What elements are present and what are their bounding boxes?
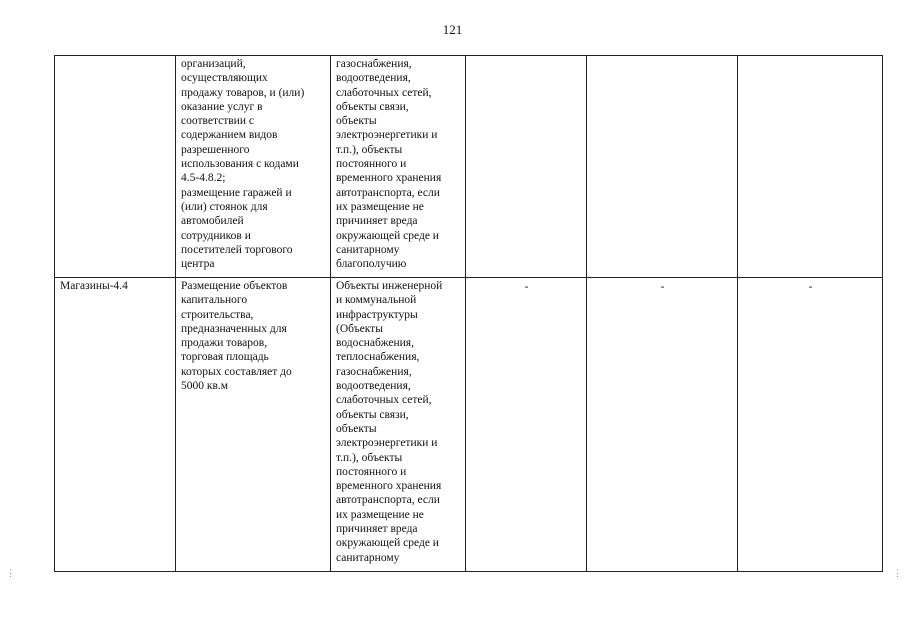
use-description-cell: Размещение объектов капитального строительства, предназначенных для продажи товаров, торговая площадь которых составляет до 5000 кв.м [176, 278, 331, 572]
param-cell: - [466, 278, 587, 572]
param-cell [738, 56, 883, 278]
use-name-cell: Магазины-4.4 [55, 278, 176, 572]
scan-edge-mark-left: ⋮ [6, 568, 15, 578]
table-row [55, 278, 883, 572]
land-use-table [54, 55, 883, 572]
param-cell: - [738, 278, 883, 572]
scan-edge-mark-right: ⋮ [893, 568, 902, 578]
auxiliary-use-cell: газоснабжения, водоотведения, слаботочных сетей, объекты связи, объекты электроэнергетики и т.п.), объекты постоянного и временного хранения автотранспорта, если их размещение не причиняет вреда окружающей среде и санитарному благополучию [331, 56, 466, 278]
use-description-cell: организаций, осуществляющих продажу товаров, и (или) оказание услуг в соответствии с содержанием видов разрешенного использования с кодами 4.5-4.8.2; размещение гаражей и (или) стоянок для автомобилей сотрудников и посетителей торгового центра [176, 56, 331, 278]
param-cell: - [587, 278, 738, 572]
param-cell [587, 56, 738, 278]
table-row [55, 56, 883, 278]
page-number: 121 [442, 22, 463, 37]
param-cell [466, 56, 587, 278]
use-name-cell [55, 56, 176, 278]
auxiliary-use-cell: Объекты инженерной и коммунальной инфраструктуры (Объекты водоснабжения, теплоснабжения, газоснабжения, водоотведения, слаботочных сетей, объекты связи, объекты электроэнергетики и т.п.), объекты постоянного и временного хранения автотранспорта, если их размещение не причиняет вреда окружающей среде и санитарному [331, 278, 466, 572]
